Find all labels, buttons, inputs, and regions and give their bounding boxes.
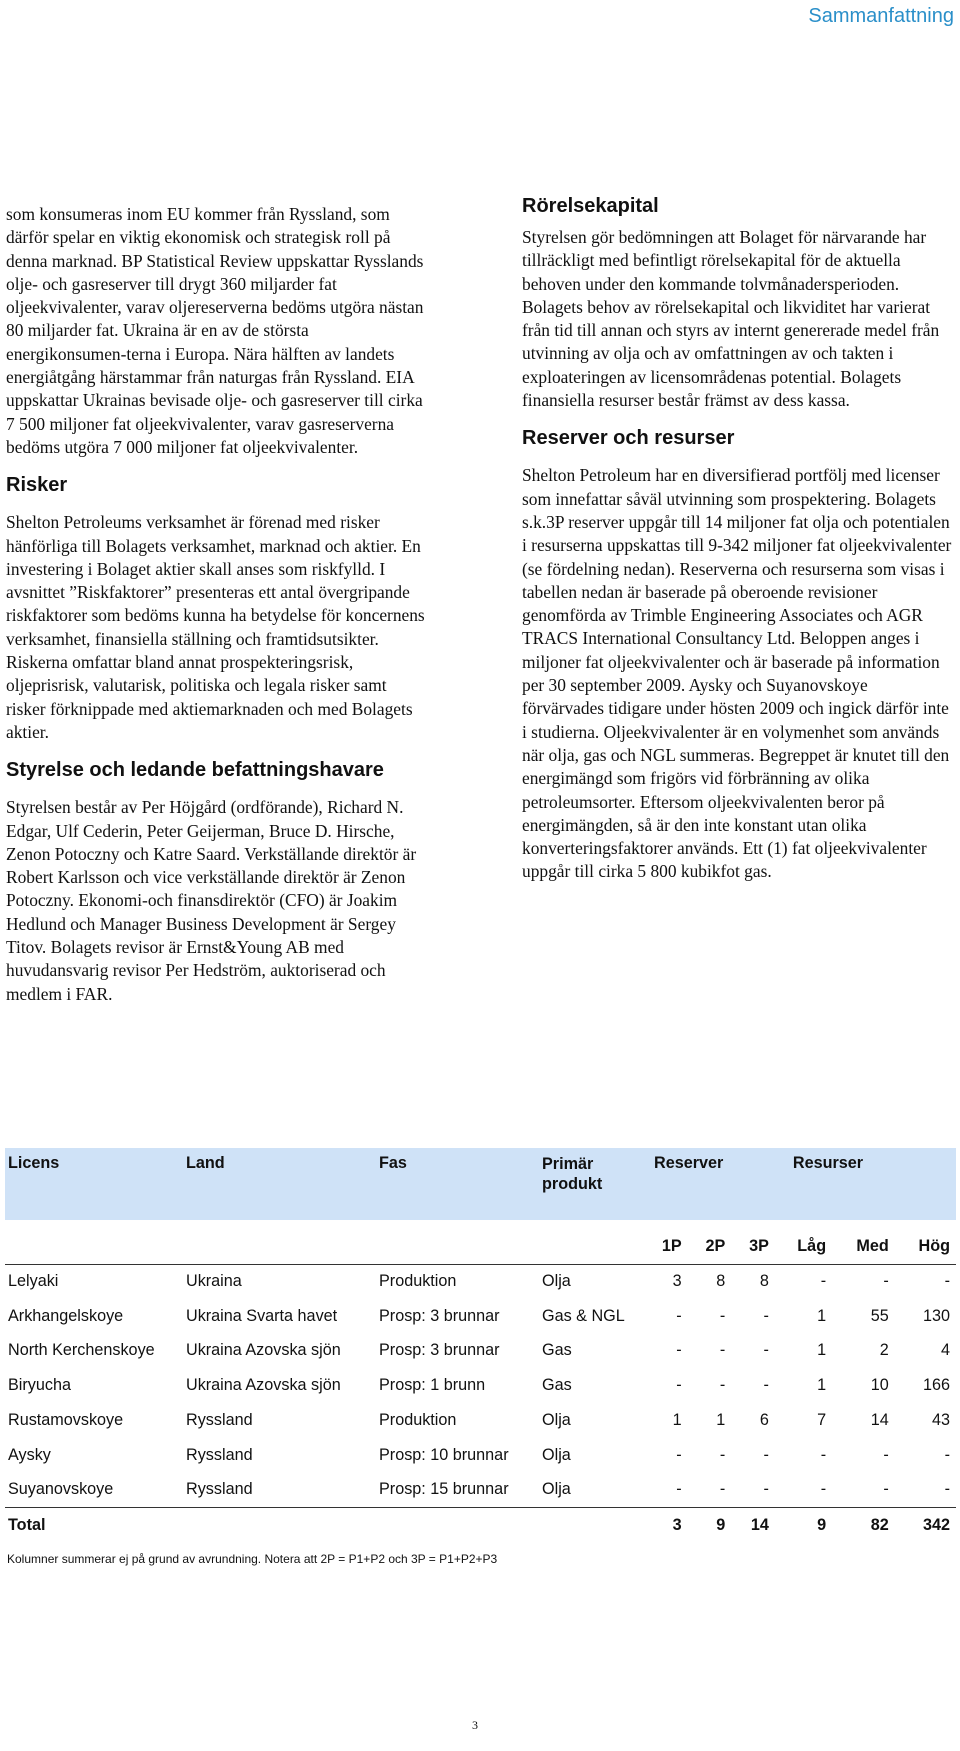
cell-3p: 6 [759, 1411, 769, 1430]
cell-1p: - [676, 1480, 682, 1499]
table-row [5, 1334, 956, 1369]
rorelsekapital-paragraph: Styrelsen gör bedömningen att Bolaget för närvarande har tillräckligt med befintligt rörelsekapital för de aktuella behoven under den kommande tolvmånadersperioden. Bolagets behov av rörelsekapital och likviditet har varierat från tid till annan och styrs av internt genererade medel från utvinning av olja och av omfattningen av och takten i exploateringen av licensområdenas potential. Bolagets finansiella resurser består främst av dess kassa. [522, 227, 940, 411]
styrelse-heading: Styrelse och ledande befattningshavare [6, 759, 384, 782]
right-column [522, 195, 954, 898]
cell-hog: - [944, 1272, 950, 1291]
reserver-heading: Reserver och resurser [522, 427, 735, 450]
total-hog: 342 [922, 1516, 950, 1535]
total-lag: 9 [817, 1516, 827, 1535]
cell-2p: 8 [716, 1272, 726, 1291]
cell-3p: 8 [759, 1272, 769, 1291]
cell-med: - [883, 1480, 889, 1499]
cell-licens: Biryucha [8, 1376, 71, 1395]
table-row [5, 1368, 956, 1403]
reserves-table [5, 1148, 956, 1544]
table-row [5, 1438, 956, 1473]
cell-land: Ukraina Azovska sjön [186, 1341, 341, 1360]
cell-lag: 1 [817, 1376, 827, 1395]
cell-1p: 3 [672, 1272, 682, 1291]
cell-3p: - [763, 1306, 769, 1325]
cell-lag: - [820, 1480, 827, 1499]
cell-2p: - [719, 1445, 726, 1464]
subheader-empty-produkt [539, 1220, 644, 1264]
total-empty-fas [376, 1508, 539, 1544]
cell-land: Ryssland [186, 1480, 253, 1499]
cell-3p: - [763, 1480, 769, 1499]
table-row [5, 1403, 956, 1438]
left-column [6, 203, 428, 1020]
subheader-hog: Hög [918, 1237, 950, 1256]
cell-licens: Arkhangelskoye [8, 1306, 124, 1325]
cell-hog: 130 [922, 1306, 950, 1325]
cell-produkt: Gas [542, 1376, 572, 1395]
cell-fas: Prosp: 10 brunnar [379, 1445, 509, 1464]
cell-land: Ukraina Svarta havet [186, 1306, 338, 1325]
cell-hog: 43 [931, 1411, 950, 1430]
cell-land: Ryssland [186, 1411, 253, 1430]
cell-med: 10 [870, 1376, 889, 1395]
cell-licens: Suyanovskoye [8, 1480, 114, 1499]
cell-lag: 1 [817, 1341, 827, 1360]
cell-lag: 1 [817, 1306, 827, 1325]
cell-hog: - [944, 1480, 950, 1499]
cell-2p: - [719, 1341, 726, 1360]
subheader-empty-fas [376, 1220, 539, 1264]
cell-hog: - [944, 1445, 950, 1464]
cell-2p: - [719, 1376, 726, 1395]
subheader-med: Med [856, 1237, 889, 1256]
table-row [5, 1473, 956, 1508]
table-header-row [5, 1148, 956, 1220]
cell-med: - [883, 1272, 889, 1291]
cell-2p: 1 [716, 1411, 726, 1430]
total-2p: 9 [716, 1516, 726, 1535]
page-section-title: Sammanfattning [808, 5, 954, 27]
header-reserver: Reserver [644, 1148, 775, 1220]
cell-hog: 166 [922, 1376, 950, 1395]
rorelsekapital-heading: Rörelsekapital [522, 195, 659, 217]
header-licens: Licens [5, 1148, 183, 1220]
reserver-paragraph: Shelton Petroleum har en diversifierad portfölj med licenser som innefattar såväl utvinning som prospektering. Bolagets s.k.3P reserver uppgår till 14 miljoner fat olja och potentialen i resurserna uppskattas till 9-342 miljoner fat oljeekvivalenter (se fördelning nedan). Reserverna och resurserna som visas i tabellen nedan är baserade på oberoende revisioner genomförda av Trimble Engineering Associates och AGR TRACS International Consultancy Ltd. Beloppen anges i miljoner fat oljeekvivalenter och är baserade på information per 30 september 2009. Aysky och Suyanovskoye förvärvades tidigare under hösten 2009 och ingick därför inte i studierna. Oljeekvivalenter är en volymenhet som används när olja, gas och NGL summeras. Begreppet är knutet till den energimängd som frigörs vid förbränning av olika petroleumsorter. Eftersom oljeekvivalenten beror på energimängden, så är den inte konstant utan olika konverteringsfaktorer används. Ett (1) fat oljeekvivalenter uppgår till cirka 5 800 kubikfot gas. [522, 465, 952, 882]
subheader-empty-licens [5, 1220, 183, 1264]
cell-land: Ukraina [186, 1272, 242, 1291]
cell-licens: Lelyaki [8, 1272, 59, 1291]
cell-produkt: Gas [542, 1341, 572, 1360]
header-fas: Fas [376, 1148, 539, 1220]
subheader-1p: 1P [661, 1237, 682, 1256]
cell-med: 2 [879, 1341, 889, 1360]
cell-1p: - [676, 1306, 682, 1325]
cell-lag: - [820, 1445, 827, 1464]
page-number: 3 [472, 1718, 478, 1732]
risker-heading: Risker [6, 474, 68, 497]
subheader-lag: Låg [797, 1237, 827, 1256]
cell-med: - [883, 1445, 889, 1464]
table-total-row [5, 1508, 956, 1544]
table-row [5, 1299, 956, 1334]
cell-licens: North Kerchenskoye [8, 1341, 155, 1360]
total-label: Total [8, 1516, 46, 1535]
cell-2p: - [719, 1480, 726, 1499]
risker-paragraph: Shelton Petroleums verksamhet är förenad med risker hänförliga till Bolagets verksamhet, marknad och aktier. En investering i Bolaget aktier skall anses som riskfylld. I avsnittet ”Riskfaktorer” presenteras ett antal övergripande riskfaktorer som bedöms kunna ha betydelse för koncernens verksamhet, finansiella ställning och framtidsutsikter. Riskerna omfattar bland annat prospekteringsrisk, oljeprisrisk, valutarisk, politiska och legala risker samt risker förknippade med aktiemarknaden och med Bolagets aktier. [6, 512, 425, 742]
cell-3p: - [763, 1341, 769, 1360]
cell-fas: Prosp: 1 brunn [379, 1376, 486, 1395]
cell-land: Ukraina Azovska sjön [186, 1376, 341, 1395]
cell-med: 55 [870, 1306, 889, 1325]
cell-produkt: Olja [542, 1480, 571, 1499]
header-primar-produkt: Primär produkt [539, 1148, 644, 1220]
cell-1p: - [676, 1445, 682, 1464]
cell-3p: - [763, 1445, 769, 1464]
cell-fas: Produktion [379, 1411, 457, 1430]
cell-produkt: Olja [542, 1445, 571, 1464]
header-resurser: Resurser [775, 1148, 956, 1220]
cell-hog: 4 [940, 1341, 950, 1360]
cell-fas: Prosp: 15 brunnar [379, 1480, 509, 1499]
styrelse-paragraph: Styrelsen består av Per Höjgård (ordförande), Richard N. Edgar, Ulf Cederin, Peter Geijerman, Bruce D. Hirsche, Zenon Potoczny och Katre Saard. Verkställande direktör är Robert Karlsson och vice verkställande direktör är Zenon Potoczny. Ekonomi-och finansdirektör (CFO) är Joakim Hedlund och Manager Business Development är Sergey Titov. Bolagets revisor är Ernst&Young AB med huvudansvarig revisor Per Hedström, auktoriserad och medlem i FAR. [6, 797, 417, 1004]
table-subheader-row [5, 1220, 956, 1264]
cell-licens: Rustamovskoye [8, 1411, 124, 1430]
total-empty-land [183, 1508, 376, 1544]
cell-produkt: Olja [542, 1272, 571, 1291]
header-land: Land [183, 1148, 376, 1220]
subheader-3p: 3P [749, 1237, 769, 1256]
cell-1p: 1 [672, 1411, 682, 1430]
cell-fas: Produktion [379, 1272, 457, 1291]
cell-lag: - [820, 1272, 827, 1291]
intro-paragraph: som konsumeras inom EU kommer från Ryssland, som därför spelar en viktig ekonomisk och strategisk roll på denna marknad. BP Statistical Review uppskattar Rysslands olje- och gasreserver till drygt 360 miljarder fat oljeekvivalenter, varav oljereserverna bedöms utgöra nästan 80 miljarder fat. Ukraina är en av de största energikonsumen-terna i Europa. Nära hälften av landets energiåtgång härstammar från naturgas från Ryssland. EIA uppskattar Ukrainas bevisade olje- och gasreserver till cirka 7 500 miljoner fat oljeekvivalenter, varav gasreserverna bedöms utgöra 7 000 miljoner fat oljeekvivalenter. [6, 204, 424, 457]
total-3p: 14 [750, 1516, 769, 1535]
cell-licens: Aysky [8, 1445, 51, 1464]
cell-med: 14 [870, 1411, 889, 1430]
cell-fas: Prosp: 3 brunnar [379, 1306, 500, 1325]
cell-1p: - [676, 1376, 682, 1395]
table-row [5, 1264, 956, 1299]
table-footnote: Kolumner summerar ej på grund av avrundning. Notera att 2P = P1+P2 och 3P = P1+P2+P3 [7, 1551, 498, 1566]
cell-1p: - [676, 1341, 682, 1360]
reserves-table-container [5, 1148, 956, 1566]
cell-fas: Prosp: 3 brunnar [379, 1341, 500, 1360]
subheader-2p: 2P [705, 1237, 726, 1256]
cell-produkt: Gas & NGL [542, 1306, 625, 1325]
subheader-empty-land [183, 1220, 376, 1264]
cell-3p: - [763, 1376, 769, 1395]
cell-produkt: Olja [542, 1411, 571, 1430]
total-med: 82 [870, 1516, 889, 1535]
cell-land: Ryssland [186, 1445, 253, 1464]
cell-lag: 7 [817, 1411, 827, 1430]
total-1p: 3 [672, 1516, 682, 1535]
total-empty-produkt [539, 1508, 644, 1544]
cell-2p: - [719, 1306, 726, 1325]
